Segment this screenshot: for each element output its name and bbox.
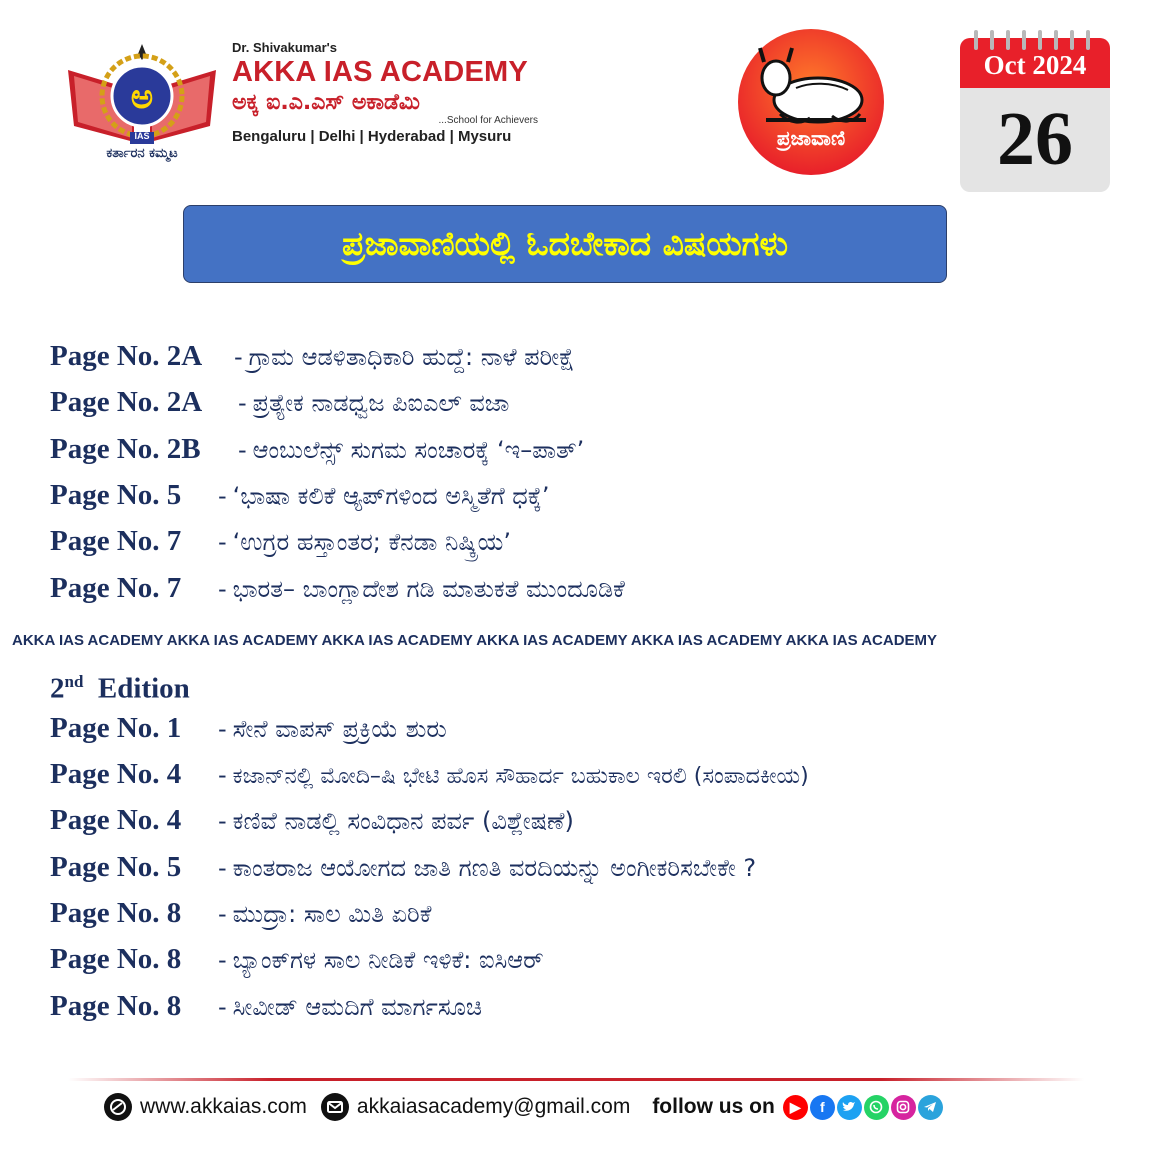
article-title: ‘ಉಗ್ರರ ಹಸ್ತಾಂತರ; ಕೆನಡಾ ನಿಷ್ಕ್ರಿಯ’ — [232, 528, 511, 556]
page-title: ಪ್ರಜಾವಾಣಿಯಲ್ಲಿ ಓದಬೇಕಾದ ವಿಷಯಗಳು — [342, 224, 788, 263]
page-title-bar — [183, 205, 947, 283]
brand-name: AKKA IAS ACADEMY — [232, 56, 528, 88]
brand-block — [232, 40, 562, 145]
calendar-day: 26 — [997, 97, 1073, 181]
page-number: Page No. 8 — [50, 990, 182, 1022]
list-item: Page No. 2B - ಆಂಬುಲೆನ್ಸ್ ಸುಗಮ ಸಂಚಾರಕ್ಕೆ ‘ಇ–ಪಾತ್’ — [50, 433, 585, 465]
page-number: Page No. 4 — [50, 758, 182, 790]
list-item: Page No. 5 - ಕಾಂತರಾಜ ಆಯೋಗದ ಜಾತಿ ಗಣತಿ ವರದಿಯನ್ನು ಅಂಗೀಕರಿಸಬೇಕೇ ? — [50, 851, 757, 883]
list-item: Page No. 4 - ಕಜಾನ್‌ನಲ್ಲಿ ಮೋದಿ–ಷಿ ಭೇಟಿ ಹೊಸ ಸೌಹಾರ್ದ ಬಹುಕಾಲ ಇರಲಿ (ಸಂಪಾದಕೀಯ) — [50, 758, 809, 790]
website-link[interactable]: www.akkaias.com — [140, 1095, 307, 1118]
page-number: Page No. 5 — [50, 479, 182, 511]
logo-badge: IAS — [134, 131, 150, 141]
list-item: Page No. 8 - ಸೀವೀಡ್ ಆಮದಿಗೆ ಮಾರ್ಗಸೂಚಿ — [50, 990, 483, 1022]
youtube-icon[interactable]: ▶ — [783, 1095, 808, 1120]
svg-text:ಅ: ಅ — [130, 77, 154, 117]
facebook-icon[interactable]: f — [810, 1095, 835, 1120]
instagram-icon[interactable] — [891, 1095, 916, 1120]
newspaper-name: ಪ್ರಜಾವಾಣಿ — [776, 126, 846, 150]
page-number: Page No. 2B — [50, 433, 201, 465]
article-title: ಸೀವೀಡ್ ಆಮದಿಗೆ ಮಾರ್ಗಸೂಚಿ — [232, 993, 483, 1021]
footer — [104, 1090, 945, 1124]
list-item: Page No. 7 - ‘ಉಗ್ರರ ಹಸ್ತಾಂತರ; ಕೆನಡಾ ನಿಷ್ಕ್ರಿಯ’ — [50, 525, 511, 557]
brand-name-kannada: ಅಕ್ಕ ಐ.ಎ.ಎಸ್ ಅಕಾಡೆಮಿ — [232, 90, 420, 115]
list-item: Page No. 2A - ಗ್ರಾಮ ಆಡಳಿತಾಧಿಕಾರಿ ಹುದ್ದೆ: ನಾಳೆ ಪರೀಕ್ಷೆ — [50, 340, 575, 372]
article-title: ಕಣಿವೆ ನಾಡಲ್ಲಿ ಸಂವಿಧಾನ ಪರ್ವ (ವಿಶ್ಲೇಷಣೆ) — [232, 807, 574, 835]
list-item: Page No. 1 - ಸೇನೆ ವಾಪಸ್ ಪ್ರಕ್ರಿಯೆ ಶುರು — [50, 712, 447, 744]
page-number: Page No. 2A — [50, 340, 203, 372]
list-item: Page No. 2A - ಪ್ರತ್ಯೇಕ ನಾಡಧ್ವಜ ಪಿಐಎಲ್ ವಜಾ — [50, 386, 510, 418]
page-number: Page No. 1 — [50, 712, 182, 744]
academy-logo — [62, 40, 222, 170]
edition-heading: 2nd Edition — [50, 672, 190, 705]
page-number: Page No. 4 — [50, 804, 182, 836]
article-title: ಪ್ರತ್ಯೇಕ ನಾಡಧ್ವಜ ಪಿಐಎಲ್ ವಜಾ — [252, 389, 510, 417]
email-link[interactable]: akkaiasacademy@gmail.com — [356, 1095, 631, 1118]
page-number: Page No. 8 — [50, 943, 182, 975]
article-title: ಭಾರತ– ಬಾಂಗ್ಲಾದೇಶ ಗಡಿ ಮಾತುಕತೆ ಮುಂದೂಡಿಕೆ — [232, 575, 625, 603]
telegram-icon[interactable] — [918, 1095, 943, 1120]
page-number: Page No. 5 — [50, 851, 182, 883]
brand-cities: Bengaluru | Delhi | Hyderabad | Mysuru — [232, 128, 512, 145]
article-title: ಕಜಾನ್‌ನಲ್ಲಿ ಮೋದಿ–ಷಿ ಭೇಟಿ ಹೊಸ ಸೌಹಾರ್ದ ಬಹುಕಾಲ ಇರಲಿ (ಸಂಪಾದಕೀಯ) — [232, 764, 809, 789]
whatsapp-icon[interactable] — [864, 1095, 889, 1120]
article-title: ಆಂಬುಲೆನ್ಸ್ ಸುಗಮ ಸಂಚಾರಕ್ಕೆ ‘ಇ–ಪಾತ್’ — [252, 436, 585, 464]
page-number: Page No. 2A — [50, 386, 203, 418]
watermark-ribbon: AKKA IAS ACADEMY AKKA IAS ACADEMY AKKA IAS ACADEMY AKKA IAS ACADEMY AKKA IAS ACADEMY AKKA IAS ACADEMY — [12, 632, 938, 649]
list-item: Page No. 7 - ಭಾರತ– ಬಾಂಗ್ಲಾದೇಶ ಗಡಿ ಮಾತುಕತೆ ಮುಂದೂಡಿಕೆ — [50, 572, 625, 604]
calendar-month-year: Oct 2024 — [983, 50, 1087, 80]
follow-label: follow us on — [652, 1095, 775, 1118]
date-calendar — [960, 30, 1110, 192]
globe-icon — [104, 1093, 132, 1121]
brand-tagline: ...School for Achievers — [438, 115, 538, 126]
article-title: ‘ಭಾಷಾ ಕಲಿಕೆ ಆ್ಯಪ್‌ಗಳಿಂದ ಅಸ್ಮಿತೆಗೆ ಧಕ್ಕೆ’ — [232, 482, 550, 510]
article-title: ಸೇನೆ ವಾಪಸ್ ಪ್ರಕ್ರಿಯೆ ಶುರು — [232, 715, 447, 743]
page-number: Page No. 7 — [50, 572, 182, 604]
list-item: Page No. 8 - ಮುದ್ರಾ: ಸಾಲ ಮಿತಿ ಏರಿಕೆ — [50, 897, 432, 929]
list-item: Page No. 8 - ಬ್ಯಾಂಕ್‌ಗಳ ಸಾಲ ನೀಡಿಕೆ ಇಳಿಕೆ: ಐಸಿಆರ್ — [50, 943, 544, 975]
logo-caption: ಕರ್ತಾರನ ಕಮ್ಮಟ — [106, 146, 178, 161]
article-title: ಬ್ಯಾಂಕ್‌ಗಳ ಸಾಲ ನೀಡಿಕೆ ಇಳಿಕೆ: ಐಸಿಆರ್ — [232, 946, 544, 974]
list-item: Page No. 4 - ಕಣಿವೆ ನಾಡಲ್ಲಿ ಸಂವಿಧಾನ ಪರ್ವ (ವಿಶ್ಲೇಷಣೆ) — [50, 804, 574, 836]
page-number: Page No. 7 — [50, 525, 182, 557]
footer-divider — [68, 1078, 1084, 1081]
brand-subtitle: Dr. Shivakumar's — [232, 40, 337, 55]
article-title: ಮುದ್ರಾ: ಸಾಲ ಮಿತಿ ಏರಿಕೆ — [232, 900, 432, 928]
page-number: Page No. 8 — [50, 897, 182, 929]
list-item: Page No. 5 - ‘ಭಾಷಾ ಕಲಿಕೆ ಆ್ಯಪ್‌ಗಳಿಂದ ಅಸ್ಮಿತೆಗೆ ಧಕ್ಕೆ’ — [50, 479, 550, 511]
article-title: ಕಾಂತರಾಜ ಆಯೋಗದ ಜಾತಿ ಗಣತಿ ವರದಿಯನ್ನು ಅಂಗೀಕರಿಸಬೇಕೇ ? — [232, 854, 757, 882]
mail-icon — [321, 1093, 349, 1121]
article-title: ಗ್ರಾಮ ಆಡಳಿತಾಧಿಕಾರಿ ಹುದ್ದೆ: ನಾಳೆ ಪರೀಕ್ಷೆ — [248, 343, 575, 371]
twitter-icon[interactable] — [837, 1095, 862, 1120]
newspaper-logo — [736, 28, 886, 176]
